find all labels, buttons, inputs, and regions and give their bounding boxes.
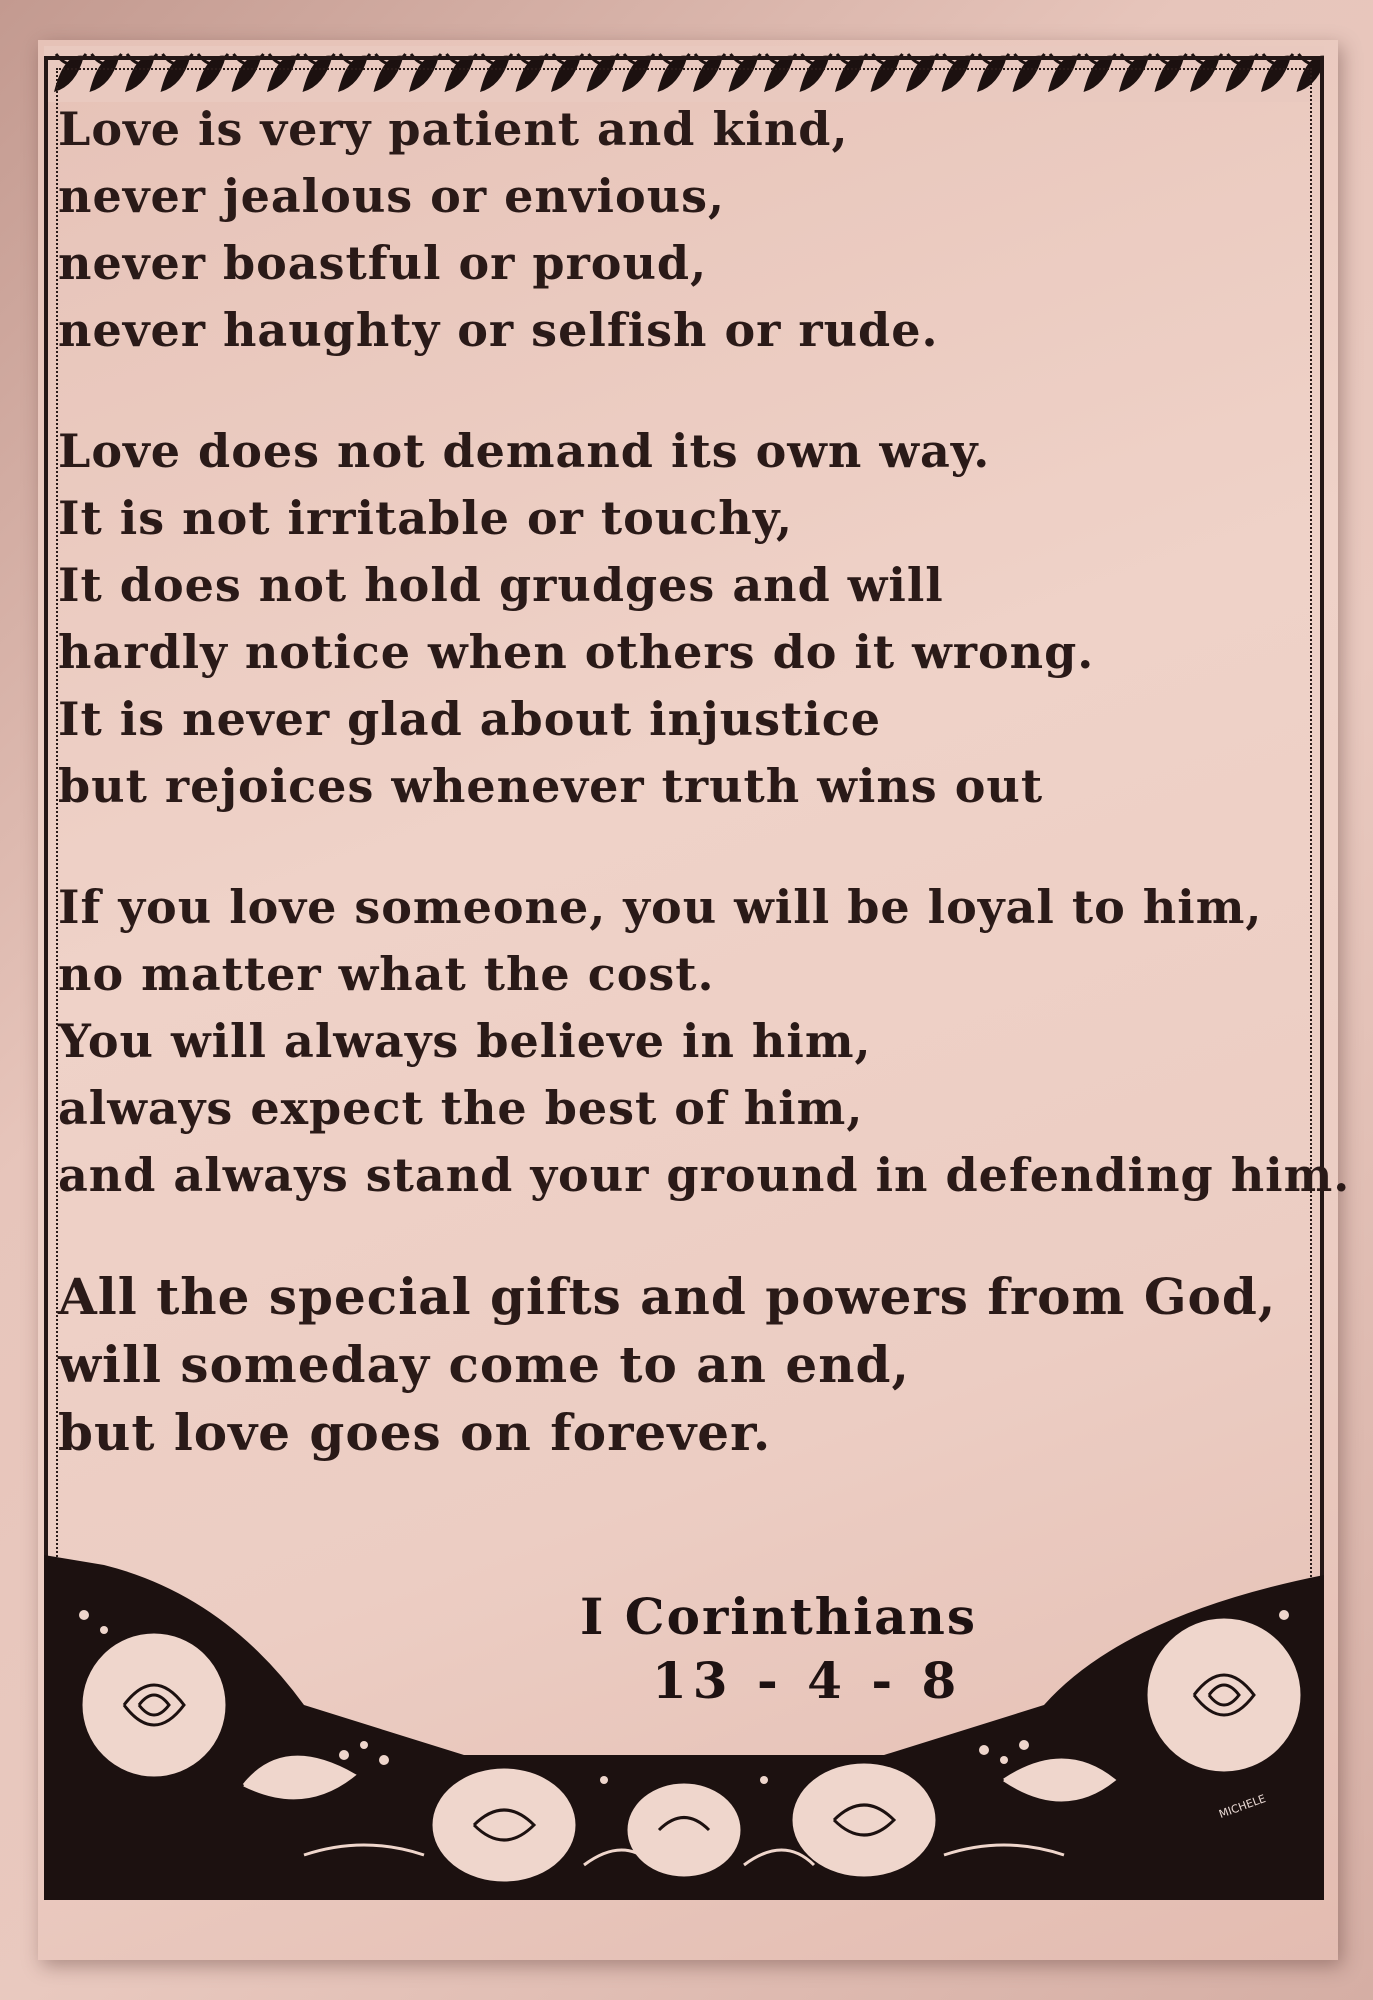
- poem-line: All the special gifts and powers from God,: [58, 1267, 1277, 1326]
- poem-line: hardly notice when others do it wrong.: [58, 625, 1095, 679]
- poem-line: never haughty or selfish or rude.: [58, 303, 939, 357]
- citation-book: I Corinthians: [580, 1587, 977, 1646]
- poem-line: You will always believe in him,: [58, 1014, 872, 1068]
- poem-line: and always stand your ground in defending him.: [58, 1148, 1351, 1202]
- poem-line: It does not hold grudges and will: [58, 558, 944, 612]
- stanza-4: [58, 1263, 1318, 1467]
- stanza-3: [58, 874, 1351, 1209]
- poem-line: never jealous or envious,: [58, 169, 726, 223]
- poem-line: never boastful or proud,: [58, 236, 708, 290]
- poem-line: will someday come to an end,: [58, 1335, 910, 1394]
- poem-line: It is not irritable or touchy,: [58, 491, 794, 545]
- poem-line: no matter what the cost.: [58, 947, 715, 1001]
- citation-verse: 13 - 4 - 8: [652, 1651, 963, 1710]
- scripture-reference: [580, 1585, 1040, 1713]
- poem-line: but love goes on forever.: [58, 1403, 772, 1462]
- poem-line: If you love someone, you will be loyal to him,: [58, 880, 1263, 934]
- poem-line: It is never glad about injustice: [58, 692, 882, 746]
- poem-line: but rejoices whenever truth wins out: [58, 759, 1044, 813]
- poem-line: Love is very patient and kind,: [58, 102, 849, 156]
- poem-line: always expect the best of him,: [58, 1081, 864, 1135]
- poem-line: Love does not demand its own way.: [58, 424, 991, 478]
- artist-signature: MICHELE: [1217, 1792, 1268, 1821]
- poem-text: [58, 96, 1351, 1521]
- stanza-2: [58, 418, 1318, 820]
- stanza-1: [58, 96, 1318, 364]
